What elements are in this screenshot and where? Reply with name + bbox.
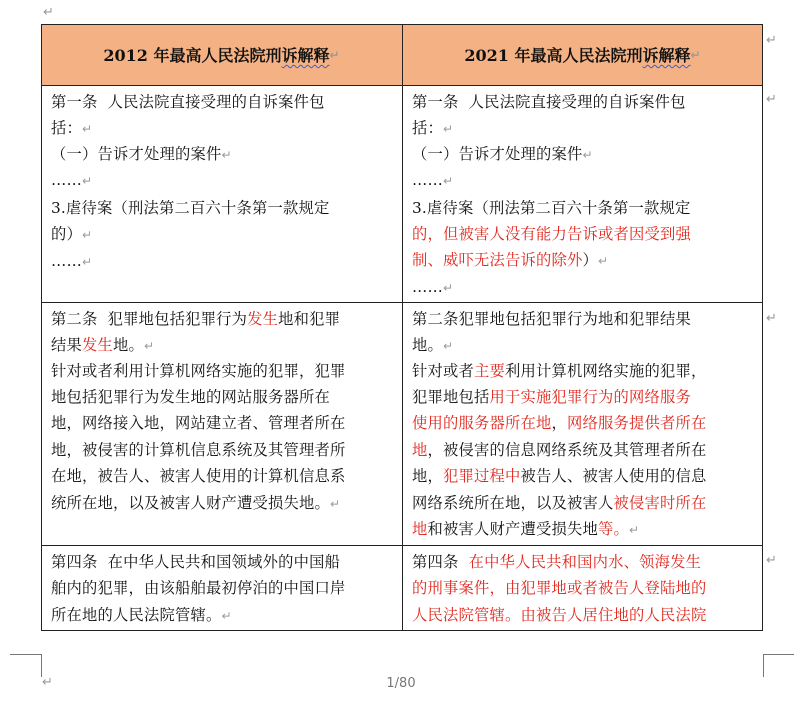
cell-mark: ↵	[597, 254, 609, 268]
text-line: 针对或者利用计算机网络实施的犯罪，犯罪	[51, 362, 346, 380]
cell-mark: ↵	[329, 497, 341, 511]
text-line: 地包括犯罪行为发生地的网站服务器所在	[51, 388, 330, 406]
text-line: 地，	[412, 467, 443, 485]
text-line: 舶内的犯罪，由该船舶最初停泊的中国口岸	[51, 579, 346, 597]
row-end-mark: ↵	[766, 92, 777, 107]
text-line: 地，被侵害的计算机信息系统及其管理者所	[51, 441, 346, 459]
text-line: 第四条 在中华人民共和国领域外的中国船	[51, 553, 341, 571]
text-line: 利用计算机网络实施的犯罪，	[505, 362, 707, 380]
cell-mark: ↵	[443, 122, 454, 136]
text-line: 的）	[51, 225, 82, 243]
cell-mark: ↵	[690, 47, 701, 62]
cell-mark: ↵	[443, 281, 454, 295]
text-line: ）	[582, 251, 598, 269]
added-text: 人民法院管辖。由被告人居住地的人民法院	[412, 606, 707, 624]
added-text: 等。	[597, 520, 629, 538]
header-2012	[41, 24, 402, 85]
row-end-mark: ↵	[766, 33, 777, 48]
text-line: ……	[51, 171, 82, 189]
added-text: 在中华人民共和国内水、领海发生	[468, 553, 702, 571]
cell-mark: ↵	[221, 148, 232, 162]
added-text: 但被害人没有能力告诉或者因受到强	[443, 225, 691, 243]
cell-mark: ↵	[82, 228, 93, 242]
text-line: 第四条	[412, 553, 469, 571]
text-line: ……	[51, 252, 82, 270]
cell-mark: ↵	[443, 174, 454, 188]
highlight-text: 发生	[247, 310, 279, 328]
text-line: ……	[412, 171, 443, 189]
cell-mark: ↵	[582, 148, 593, 162]
table-border-middle	[402, 24, 403, 631]
text-line: 和被害人财产遭受损失地	[427, 520, 598, 538]
text-line: 第一条 人民法院直接受理的自诉案件包	[412, 93, 686, 111]
text-line: 括：	[412, 119, 443, 137]
header-2012-squiggle: 诉解释	[281, 46, 330, 65]
text-line: 地。	[113, 336, 144, 354]
text-line: 针对或者	[412, 362, 474, 380]
text-line: 犯罪地包括	[412, 388, 490, 406]
text-line: 地，网络接入地，网站建立者、管理者所在	[51, 414, 346, 432]
added-text: 被侵害时所在	[613, 494, 707, 512]
added-text: 地	[412, 441, 428, 459]
text-line: 3.虐待案（刑法第二百六十条第一款规定	[51, 199, 330, 217]
text-line: （一）告诉才处理的案件	[51, 145, 222, 163]
row-end-mark: ↵	[766, 311, 777, 326]
cell-mark: ↵	[329, 47, 340, 62]
header-2021-text: 2021 年最高人民法院刑	[464, 46, 643, 65]
table-border-right	[762, 24, 763, 631]
text-line: ，	[551, 414, 567, 432]
text-line: 括：	[51, 119, 82, 137]
paragraph-mark: ↵	[42, 675, 53, 690]
text-line: 地。	[412, 336, 443, 354]
cell-mark: ↵	[443, 339, 454, 353]
added-text: 主要	[474, 362, 505, 380]
added-text: 的刑事案件，由犯罪地或者被告人登陆地的	[412, 579, 707, 597]
cell-mark: ↵	[628, 523, 640, 537]
cell-mark: ↵	[82, 255, 93, 269]
page-counter: 1/80	[386, 676, 416, 691]
text-line: 统所在地，以及被害人财产遭受损失地。	[51, 494, 330, 512]
text-line: 第二条犯罪地包括犯罪行为地和犯罪结果	[412, 310, 691, 328]
cell-mark: ↵	[82, 174, 93, 188]
text-line: 在地，被告人、被害人使用的计算机信息系	[51, 467, 346, 485]
added-text: 网络服务提供者所在	[566, 414, 707, 432]
crop-mark-right	[763, 654, 794, 677]
header-2021-squiggle: 诉解释	[642, 46, 691, 65]
text-line: 第一条 人民法院直接受理的自诉案件包	[51, 93, 325, 111]
added-text: 犯罪过程中	[443, 467, 521, 485]
text-line: ……	[412, 278, 443, 296]
text-line: 第二条 犯罪地包括犯罪行为	[51, 310, 248, 328]
text-line: 的，	[412, 225, 443, 243]
paragraph-mark: ↵	[43, 5, 54, 20]
text-line: （一）告诉才处理的案件	[412, 145, 583, 163]
cell-mark: ↵	[221, 609, 232, 623]
cell-mark: ↵	[144, 339, 155, 353]
table-border-left	[41, 24, 42, 631]
text-line: 3.虐待案（刑法第二百六十条第一款规定	[412, 199, 691, 217]
added-text: 用于实施犯罪行为的网络服务	[489, 388, 691, 406]
added-text: 地	[412, 520, 428, 538]
text-line: 结果	[51, 336, 82, 354]
text-line: 被告人、被害人使用的信息	[520, 467, 707, 485]
text-line: 网络系统所在地，以及被害人	[412, 494, 614, 512]
cell-mark: ↵	[82, 122, 93, 136]
added-text: 使用的服务器所在地	[412, 414, 552, 432]
header-2012-text: 2012 年最高人民法院刑	[103, 46, 282, 65]
added-text: 制、威吓无法告诉的除外	[412, 251, 583, 269]
crop-mark-left	[10, 654, 42, 677]
text-line: 地和犯罪	[278, 310, 341, 328]
highlight-text: 发生	[82, 336, 113, 354]
row-end-mark: ↵	[766, 553, 777, 568]
header-2021	[402, 24, 763, 85]
text-line: ，被侵害的信息网络系统及其管理者所在	[427, 441, 707, 459]
text-line: 所在地的人民法院管辖。	[51, 606, 222, 624]
